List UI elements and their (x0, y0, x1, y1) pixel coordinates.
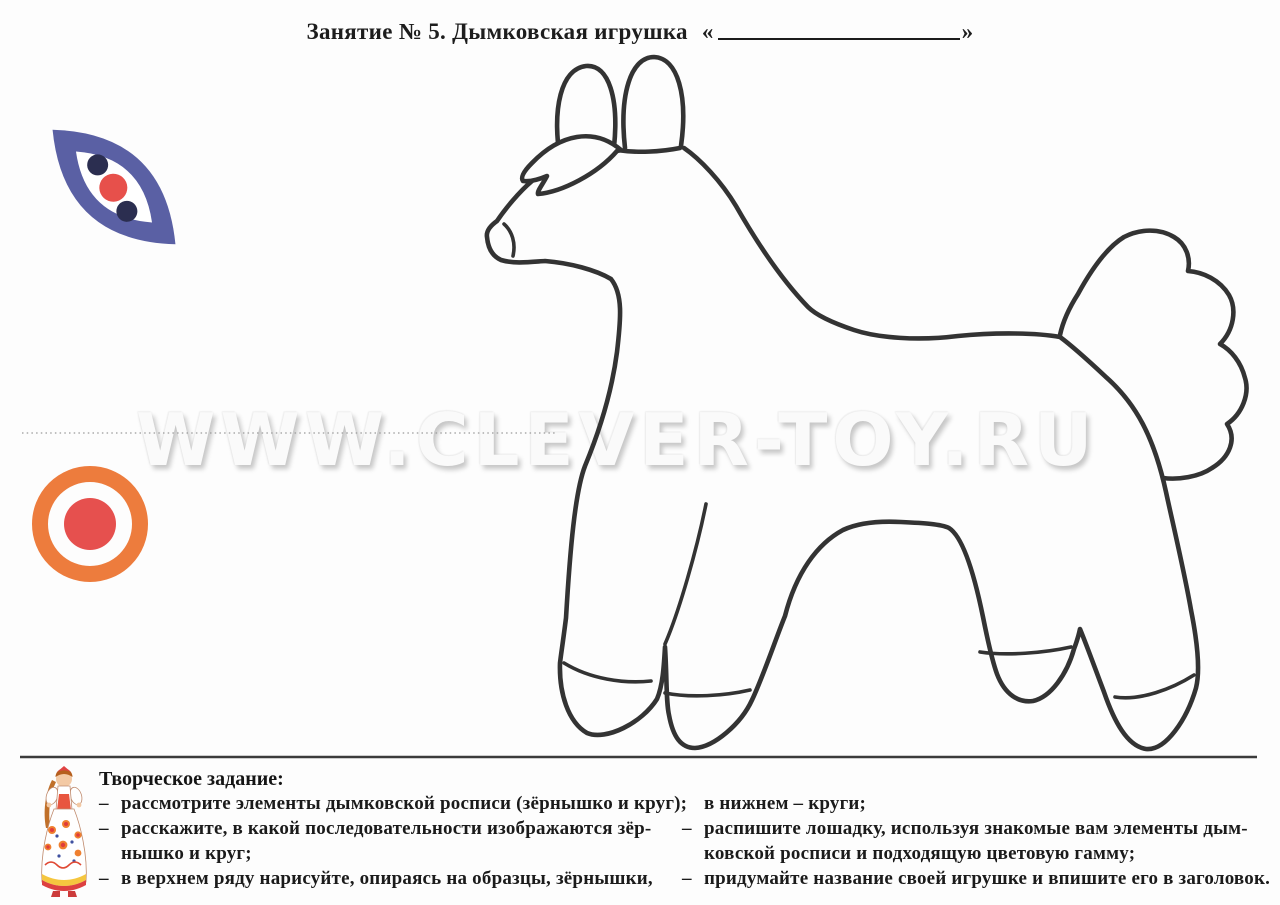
task-column-right (682, 791, 1272, 891)
task-item (682, 866, 1272, 891)
title-text: Занятие № 5. Дымковская игрушка (306, 19, 688, 44)
doll-skirt-circle-center (61, 843, 65, 847)
horse-coloring-outline (487, 57, 1247, 749)
task-column-left (99, 791, 688, 891)
task-item-dash: – (682, 818, 692, 839)
doll-skirt-circle-center (76, 833, 80, 837)
dymkovo-doll-illustration (42, 766, 87, 897)
task-heading: Творческое задание: (99, 768, 284, 790)
task-item-text: распишите лошадку, используя знакомые вам элементы дым- ковской росписи и подходящую цветовую гамму; (704, 818, 1248, 864)
doll-right-hand (77, 803, 82, 808)
doll-skirt-dot (57, 854, 60, 857)
doll-bodice (57, 794, 71, 810)
doll-skirt-circle (75, 850, 82, 857)
task-item-text: придумайте название своей игрушке и впишите его в заголовок. (704, 868, 1271, 889)
doll-skirt-circle-center (64, 822, 68, 826)
task-item (99, 816, 681, 866)
task-item (682, 791, 1272, 816)
quote-close: » (961, 19, 974, 44)
task-item (99, 866, 681, 891)
task-item-dash: – (99, 868, 109, 889)
seed-pattern-sample (27, 103, 200, 272)
quote-open: « (701, 19, 714, 44)
task-item-dash: – (682, 868, 692, 889)
doll-right-shoe (68, 891, 77, 897)
hoof-line-front-right (665, 690, 750, 696)
doll-skirt-dot (70, 840, 73, 843)
doll-left-hand (47, 803, 52, 808)
task-item-text: расскажите, в какой последовательности изображаются зёр- нышко и круг; (121, 818, 652, 864)
task-item (682, 816, 1272, 866)
doll-left-shoe (51, 891, 60, 897)
task-item-text: в верхнем ряду нарисуйте, опираясь на образцы, зёрнышки, (121, 868, 653, 889)
front-leg-separation-line (665, 504, 706, 644)
circle-center-dot (64, 498, 116, 550)
doll-skirt-circle-center (46, 845, 49, 848)
task-item-dash: – (99, 818, 109, 839)
doll-skirt-dot (55, 834, 58, 837)
hoof-line-hind-left (980, 647, 1071, 654)
title-fill-in-blank (718, 37, 960, 40)
hoof-line-front-left (564, 663, 651, 682)
hoof-line-hind-right (1115, 675, 1194, 698)
task-item-text: в нижнем – круги; (704, 793, 867, 814)
horse-right-ear (623, 57, 683, 148)
watermark-text: WWW.CLEVER-TOY.RU (136, 398, 1098, 482)
task-item (99, 791, 688, 816)
horse-body-outline (487, 148, 1198, 749)
task-item-dash: – (99, 793, 109, 814)
horse-nostril-line (504, 224, 514, 256)
page-title (0, 19, 1280, 45)
horse-forelock (522, 136, 621, 194)
task-item-text: рассмотрите элементы дымковской росписи (зёрнышко и круг); (121, 793, 688, 814)
doll-skirt-circle-center (50, 828, 54, 832)
circle-pattern-sample (40, 474, 140, 574)
